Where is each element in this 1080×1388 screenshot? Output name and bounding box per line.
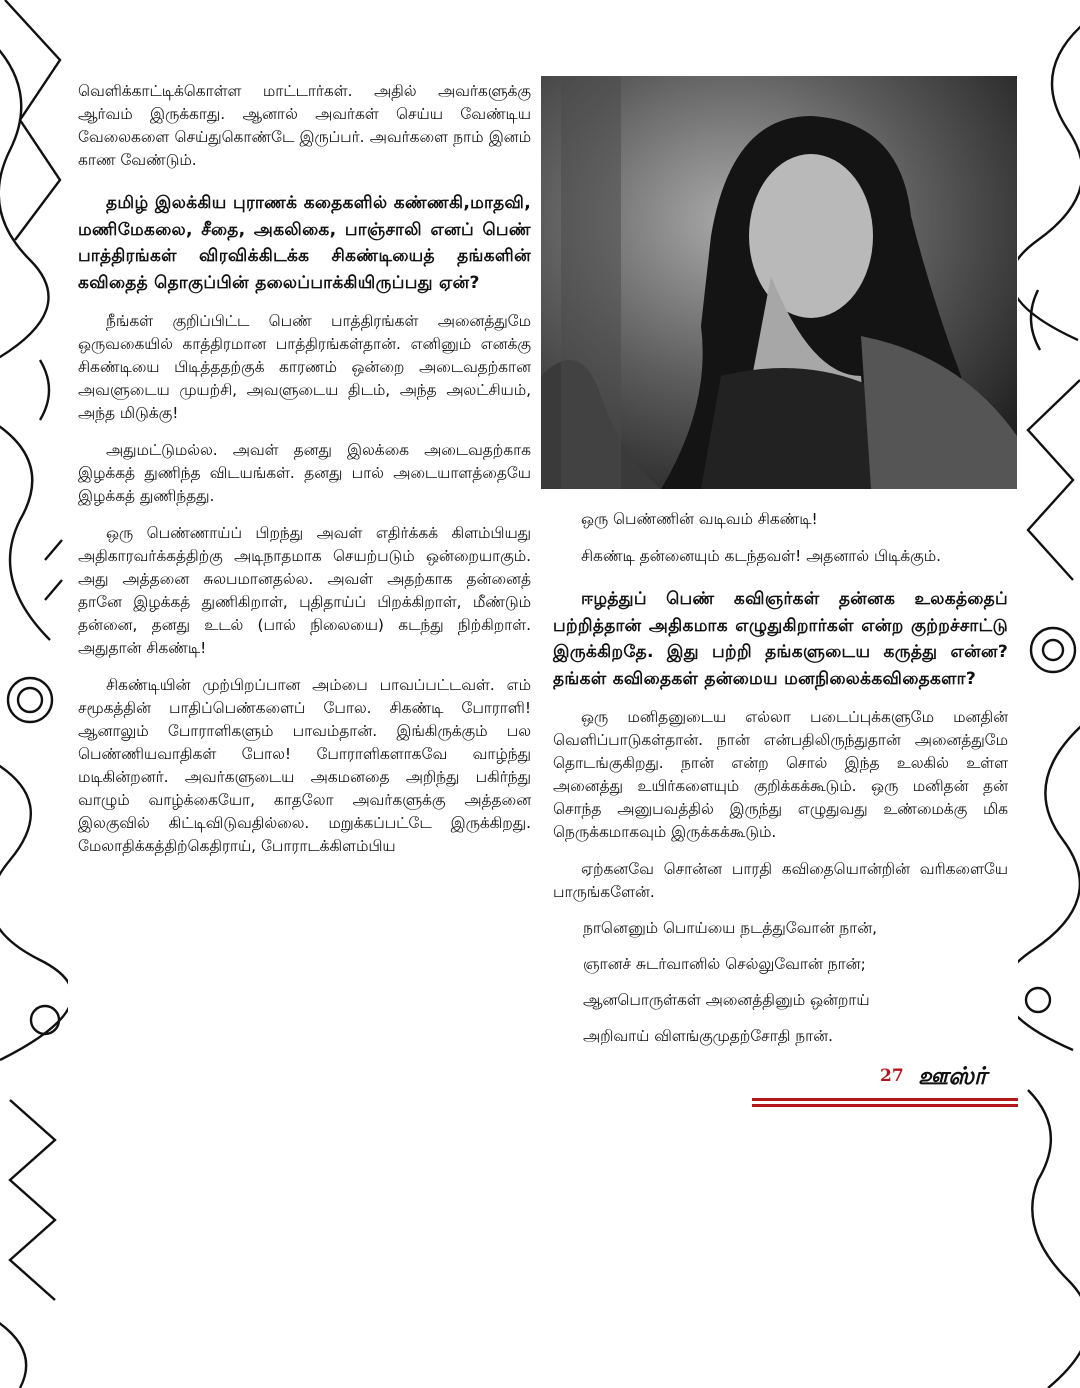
article-paragraph: ஒரு பெண்ணின் வடிவம் சிகண்டி! <box>581 510 818 528</box>
verse-line: ஆனபொருள்கள் அனைத்தினும் ஒன்றாய் <box>583 991 870 1009</box>
footer-rule <box>752 1104 1018 1107</box>
footer-rule <box>752 1098 1018 1101</box>
left-decorative-border <box>0 0 68 1388</box>
page-number: 27 <box>880 1066 904 1086</box>
verse-line: அறிவாய் விளங்குமுதற்சோதி நான். <box>583 1027 833 1045</box>
article-paragraph: சிகண்டி தன்னையும் கடந்தவள்! அதனால் பிடிக்கும். <box>581 547 941 565</box>
right-text-column <box>553 508 1008 1048</box>
left-text-column <box>78 80 531 858</box>
article-paragraph: ஏற்கனவே சொன்ன பாரதி கவிதையொன்றின் வரிகளையே பாருங்களேன். <box>553 860 1008 901</box>
magazine-logo: ஊஸ்ர் <box>918 1062 987 1090</box>
right-decorative-border <box>1018 0 1080 1388</box>
verse-line: ஞானச் சுடர்வானில் செல்லுவோன் நான்; <box>583 955 866 973</box>
interview-question: ஈழத்துப் பெண் கவிஞர்கள் தன்னக உலகத்தைப் பற்றித்தான் அதிகமாக எழுதுகிறார்கள் என்ற குற்றச்சாட்டு இருக்கிறதே. இது பற்றி தங்களுடைய கருத்து என்ன? தங்கள் கவிதைகள் தன்மைய மனநிலைக்கவிதைகளா? <box>553 589 1008 689</box>
article-paragraph: சிகண்டியின் முற்பிறப்பான அம்பை பாவப்பட்டவள். எம் சமூகத்தின் பாதிப்பெண்களைப் போல. சிகண்டி போராளி! ஆனாலும் போராளிகளும் பாவம்தான். இங்கிருக்கும் பல பெண்ணியவாதிகள் போல! போராளிகளாகவே வாழ்ந்து மடிகின்றனர். அவர்களுடைய அகமனதை அறிந்து பகிர்ந்து வாழும் வாழ்க்கையோ, காதலோ அவர்களுக்கு அத்தனை இலகுவில் கிட்டிவிடுவதில்லை. மறுக்கப்பட்டே இருக்கிறது. மேலாதிக்கத்திற்கெதிராய், போராடக்கிளம்பிய <box>78 676 531 855</box>
poem-verse <box>553 916 1008 1048</box>
article-paragraph: அதுமட்டுமல்ல. அவள் தனது இலக்கை அடைவதற்காக இழக்கத் துணிந்த விடயங்கள். தனது பால் அடையாளத்தையே இழக்கத் துணிந்தது. <box>78 441 531 505</box>
article-paragraph: நீங்கள் குறிப்பிட்ட பெண் பாத்திரங்கள் அனைத்துமே ஒருவகையில் காத்திரமான பாத்திரங்கள்தான். எனினும் எனக்கு சிகண்டியை பிடித்ததற்குக் காரணம் ஒன்றை அடைவதற்கான அவளுடைய முயற்சி, அவளுடைய திடம், அந்த அலட்சியம், அந்த மிடுக்கு! <box>78 312 531 422</box>
article-paragraph: வெளிக்காட்டிக்கொள்ள மாட்டார்கள். அதில் அவர்களுக்கு ஆர்வம் இருக்காது. ஆனால் அவர்கள் செய்ய வேண்டிய வேலைகளை செய்துகொண்டே இருப்பர். அவர்களை நாம் இனம் காண வேண்டும். <box>78 82 531 169</box>
verse-line: நானெனும் பொய்யை நடத்துவோன் நான், <box>583 919 878 937</box>
article-paragraph: ஒரு பெண்ணாய்ப் பிறந்து அவள் எதிர்க்கக் கிளம்பியது அதிகாரவர்க்கத்திற்கு அடிநாதமாக செயற்படும் ஒன்றையாகும். அது அத்தனை சுலபமானதல்ல. அவள் அதற்காக தன்னைத் தானே இழக்கத் துணிகிறாள், புதிதாய்ப் பிறக்கிறாள், மீண்டும் தன்னை, தனது உடல் (பால் நிலையை) கடந்து நிற்கிறாள். அதுதான் சிகண்டி! <box>78 524 531 657</box>
article-paragraph: ஒரு மனிதனுடைய எல்லா படைப்புக்களுமே மனதின் வெளிப்பாடுகள்தான். நான் என்பதிலிருந்துதான் அனைத்துமே தொடங்குகிறது. நான் என்ற சொல் இந்த உலகில் உள்ள அனைத்து உயிர்களையும் குறிக்கக்கூடும். ஒரு மனிதன் தன் சொந்த அனுபவத்தில் இருந்து எழுதுவது உண்மைக்கு மிக நெருக்கமாகவும் இருக்கக்கூடும். <box>553 708 1008 841</box>
portrait-photo <box>541 76 1017 489</box>
interview-question: தமிழ் இலக்கிய புராணக் கதைகளில் கண்ணகி,மாதவி, மணிமேகலை, சீதை, அகலிகை, பாஞ்சாலி எனப் பெண் பாத்திரங்கள் விரவிக்கிடக்க சிகண்டியைத் தங்களின் கவிதைத் தொகுப்பின் தலைப்பாக்கியிருப்பது ஏன்? <box>78 193 531 293</box>
